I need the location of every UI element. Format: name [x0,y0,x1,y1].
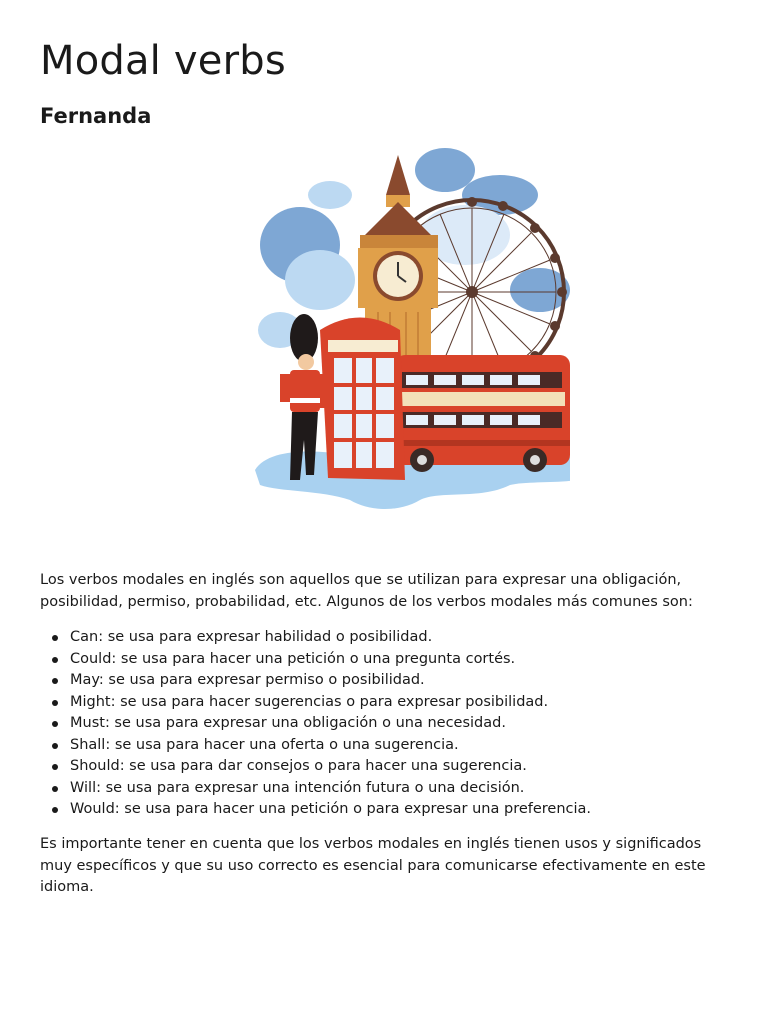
list-item [40,756,730,778]
list-item-text: Shall: se usa para hacer una oferta o una sugerencia. [70,736,459,753]
page-title: Modal verbs [40,38,286,84]
phone-box-icon [320,318,405,481]
list-item [40,627,730,649]
bullet-icon [52,786,58,792]
bullet-icon [52,807,58,813]
modal-verbs-list [40,627,730,821]
intro-paragraph: Los verbos modales en inglés son aquellos que se utilizan para expresar una obligación, posibilidad, permiso, probabilidad, etc. Algunos de los verbos modales más comunes son: [40,572,693,610]
author-name: Fernanda [40,104,152,128]
list-item-text: Would: se usa para hacer una petición o para expresar una preferencia. [70,801,592,817]
closing-paragraph: Es importante tener en cuenta que los verbos modales en inglés tienen usos y significados muy específicos y que su uso correcto es esencial para comunicarse efectivamente en este idioma. [40,836,706,895]
list-item [40,692,730,714]
bullet-icon [52,700,58,706]
list-item-text: Could: se usa para hacer una petición o una pregunta cortés. [70,650,516,667]
bullet-icon [52,657,58,663]
list-item-text: Will: se usa para expresar una intención futura o una decisión. [70,779,525,796]
bullet-icon [52,743,58,749]
bullet-icon [52,721,58,727]
london-landmarks-illustration [210,140,570,520]
list-item-text: Can: se usa para expresar habilidad o posibilidad. [70,629,433,645]
list-item [40,799,730,821]
bullet-icon [52,635,58,641]
bullet-icon [52,678,58,684]
bullet-icon [52,764,58,770]
list-item-text: May: se usa para expresar permiso o posibilidad. [70,672,425,688]
list-item [40,649,730,671]
list-item [40,778,730,800]
bus-icon [395,355,570,472]
list-item [40,670,730,692]
list-item-text: Must: se usa para expresar una obligación o una necesidad. [70,715,506,731]
list-item [40,735,730,757]
list-item [40,713,730,735]
list-item-text: Might: se usa para hacer sugerencias o para expresar posibilidad. [70,693,549,710]
list-item-text: Should: se usa para dar consejos o para hacer una sugerencia. [70,758,527,774]
